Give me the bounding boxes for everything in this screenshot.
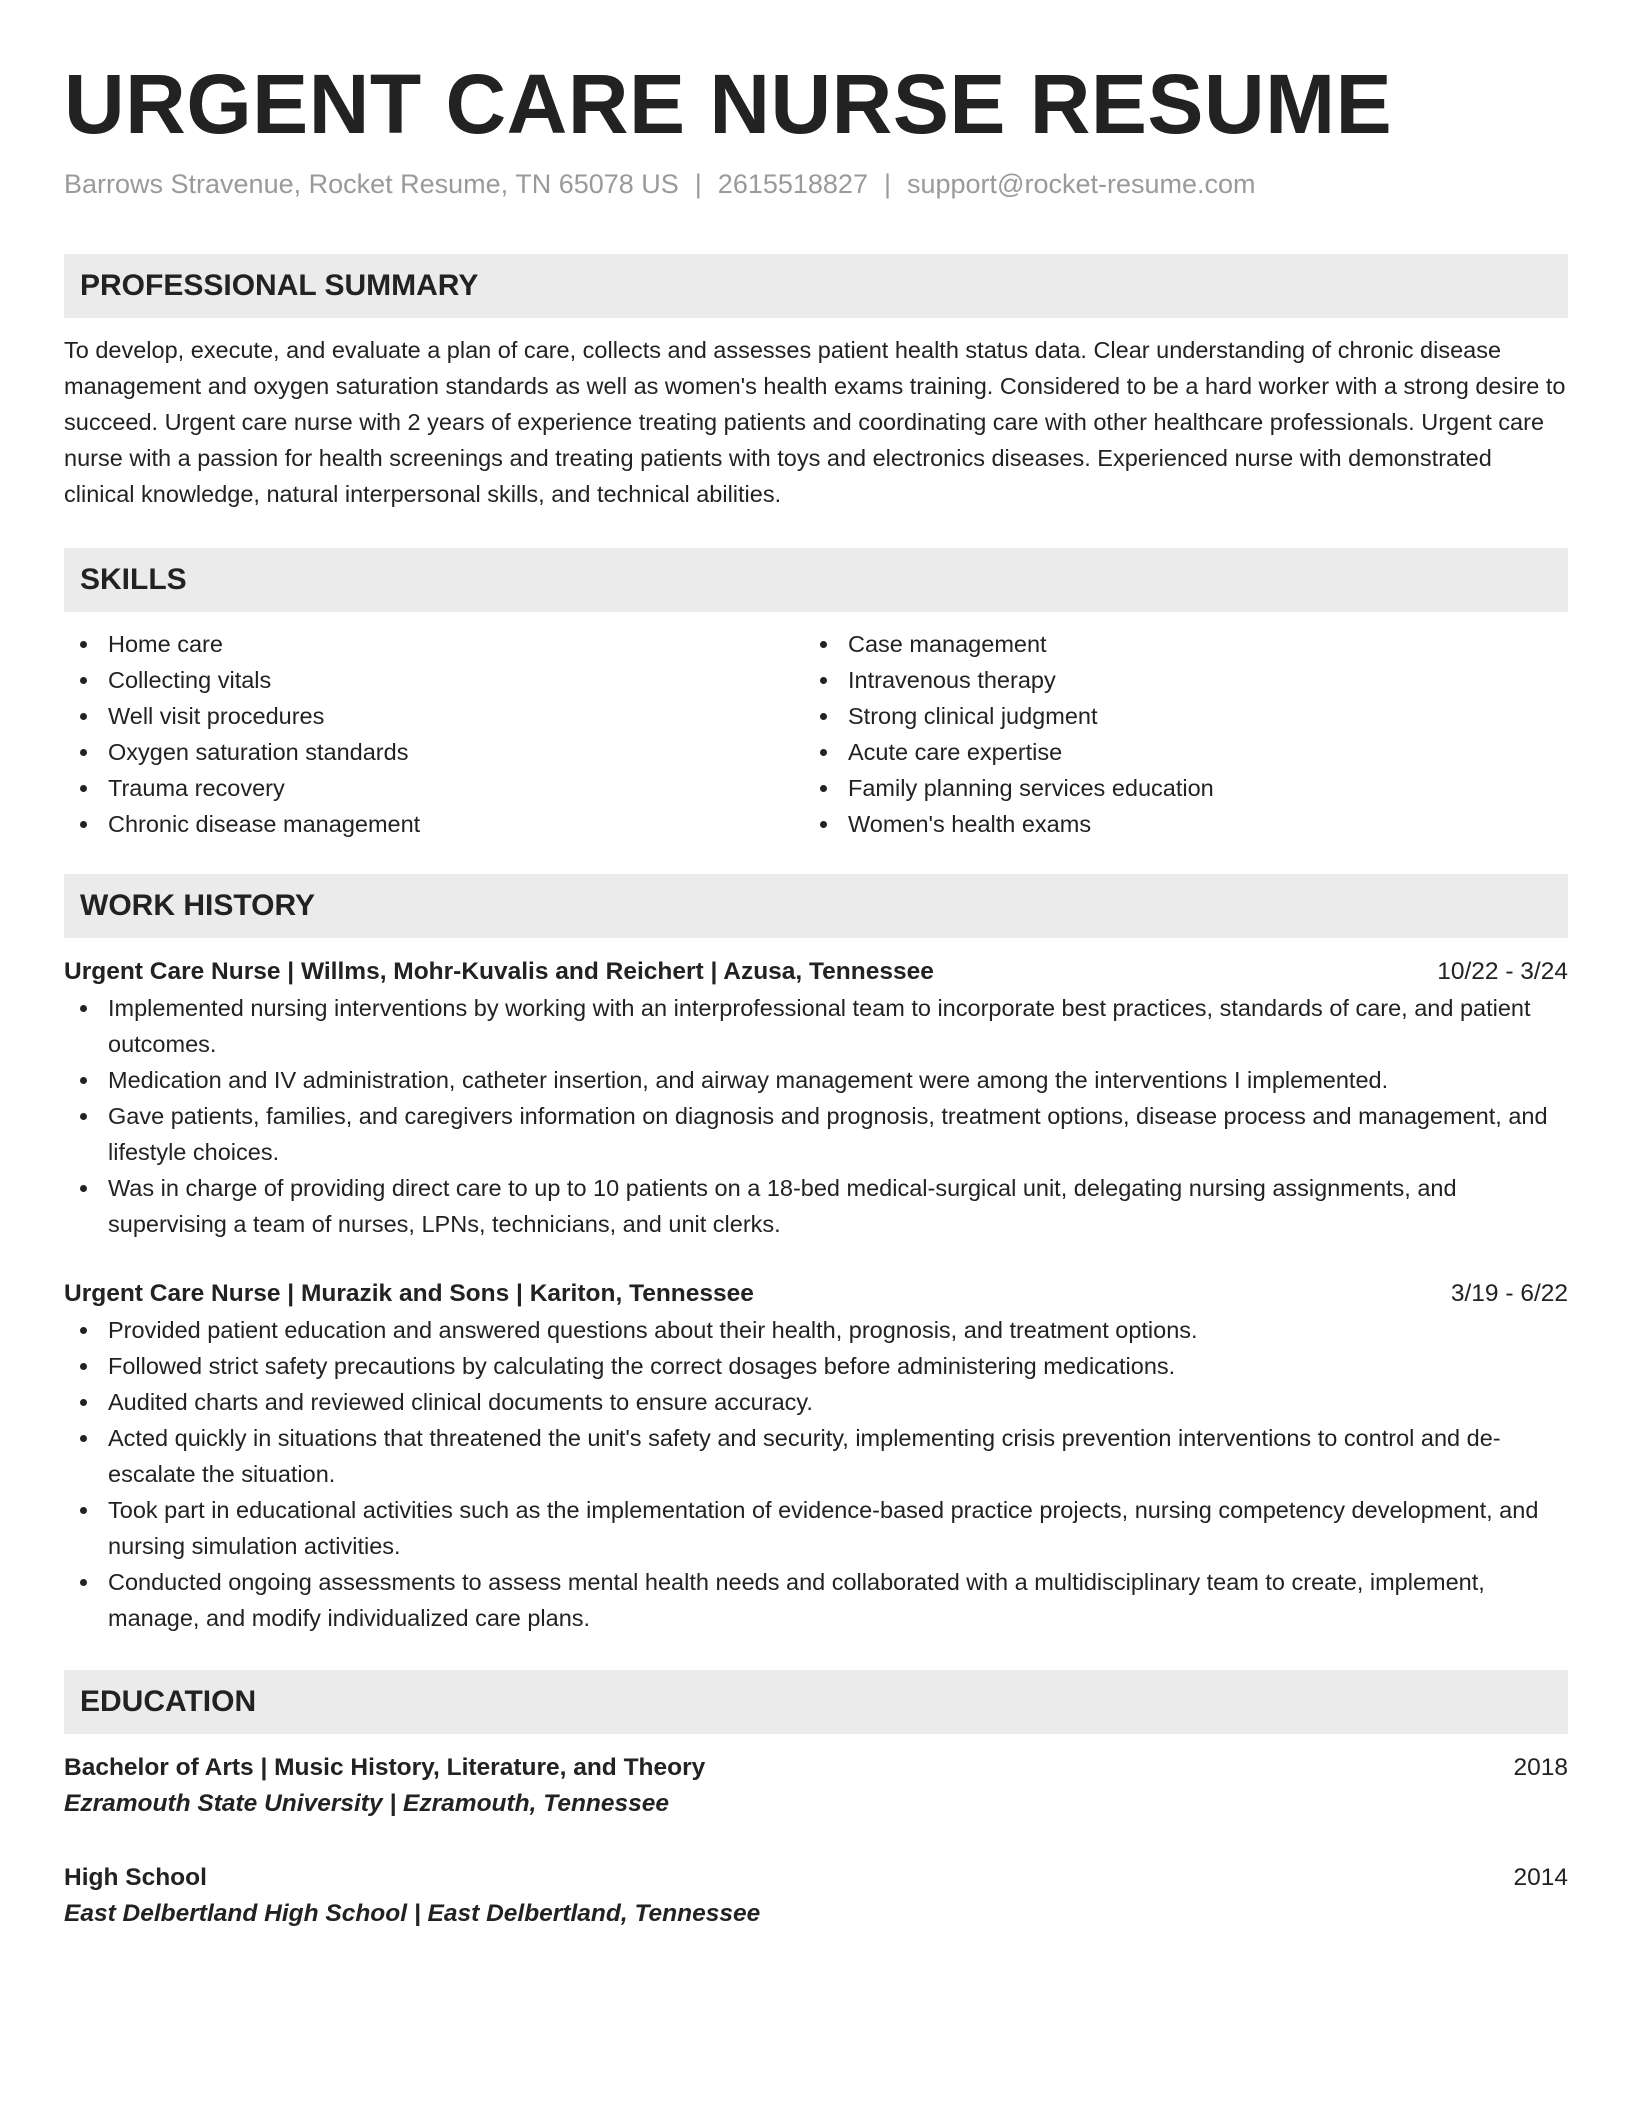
skill-item: Trauma recovery xyxy=(64,770,804,806)
skill-item: Intravenous therapy xyxy=(804,662,1544,698)
job-dates: 10/22 - 3/24 xyxy=(1437,958,1568,985)
job-dates: 3/19 - 6/22 xyxy=(1450,1280,1568,1307)
education-degree: Bachelor of Arts | Music History, Literature, and Theory xyxy=(64,1754,706,1781)
job-title: Urgent Care Nurse | Willms, Mohr-Kuvalis and Reichert | Azusa, Tennessee xyxy=(64,958,934,985)
skills-column-left xyxy=(64,626,804,842)
skill-item: Home care xyxy=(64,626,804,662)
skill-item: Family planning services education xyxy=(804,770,1544,806)
education-school: Ezramouth State University | Ezramouth, Tennessee xyxy=(64,1790,669,1817)
education-school: East Delbertland High School | East Delbertland, Tennessee xyxy=(64,1900,761,1927)
job-bullet: Audited charts and reviewed clinical documents to ensure accuracy. xyxy=(64,1384,1568,1420)
education-year: 2018 xyxy=(1513,1754,1568,1781)
skill-item: Well visit procedures xyxy=(64,698,804,734)
job-bullets xyxy=(64,1312,1568,1636)
job-bullet: Provided patient education and answered questions about their health, prognosis, and treatment options. xyxy=(64,1312,1568,1348)
section-heading-skills: SKILLS xyxy=(64,548,1568,612)
job-title: Urgent Care Nurse | Murazik and Sons | Kariton, Tennessee xyxy=(64,1280,754,1307)
section-heading-education: EDUCATION xyxy=(64,1670,1568,1734)
job-bullet: Conducted ongoing assessments to assess mental health needs and collaborated with a multidisciplinary team to create, implement, manage, and modify individualized care plans. xyxy=(64,1564,1568,1636)
skill-item: Chronic disease management xyxy=(64,806,804,842)
job-bullet: Took part in educational activities such as the implementation of evidence-based practice projects, nursing competency development, and nursing simulation activities. xyxy=(64,1492,1568,1564)
summary-text: To develop, execute, and evaluate a plan of care, collects and assesses patient health status data. Clear understanding of chronic disease management and oxygen saturation standards as well as women's health exams training. Considered to be a hard worker with a strong desire to succeed. Urgent care nurse with 2 years of experience treating patients and coordinating care with other healthcare professionals. Urgent care nurse with a passion for health screenings and treating patients with toys and electronics diseases. Experienced nurse with demonstrated clinical knowledge, natural interpersonal skills, and technical abilities. xyxy=(64,337,1566,507)
job-header xyxy=(64,1276,1568,1312)
job-header xyxy=(64,954,1568,990)
contact-separator: | xyxy=(694,169,702,199)
skill-item: Oxygen saturation standards xyxy=(64,734,804,770)
job-bullet: Gave patients, families, and caregivers information on diagnosis and prognosis, treatment options, disease process and management, and lifestyle choices. xyxy=(64,1098,1568,1170)
skill-item: Women's health exams xyxy=(804,806,1544,842)
skill-item: Case management xyxy=(804,626,1544,662)
contact-email: support@rocket-resume.com xyxy=(906,169,1256,199)
contact-separator: | xyxy=(883,169,891,199)
education-header xyxy=(64,1860,1568,1896)
skill-item: Acute care expertise xyxy=(804,734,1544,770)
skills-list-left xyxy=(64,626,804,842)
education-degree: High School xyxy=(64,1864,207,1891)
job-bullet: Medication and IV administration, catheter insertion, and airway management were among the interventions I implemented. xyxy=(64,1062,1568,1098)
section-heading-summary: PROFESSIONAL SUMMARY xyxy=(64,254,1568,318)
education-header xyxy=(64,1750,1568,1786)
contact-line xyxy=(64,166,1568,202)
job-bullet: Acted quickly in situations that threatened the unit's safety and security, implementing crisis prevention interventions to control and de-escalate the situation. xyxy=(64,1420,1568,1492)
resume-title: URGENT CARE NURSE RESUME xyxy=(64,57,1393,151)
contact-phone: 2615518827 xyxy=(717,169,868,199)
skills-column-right xyxy=(804,626,1544,842)
education-year: 2014 xyxy=(1513,1864,1568,1891)
skills-list-right xyxy=(804,626,1544,842)
contact-address: Barrows Stravenue, Rocket Resume, TN 65078 US xyxy=(64,169,679,199)
job-bullet: Followed strict safety precautions by calculating the correct dosages before administering medications. xyxy=(64,1348,1568,1384)
job-bullet: Implemented nursing interventions by working with an interprofessional team to incorporate best practices, standards of care, and patient outcomes. xyxy=(64,990,1568,1062)
section-heading-work-history: WORK HISTORY xyxy=(64,874,1568,938)
job-bullet: Was in charge of providing direct care to up to 10 patients on a 18-bed medical-surgical unit, delegating nursing assignments, and supervising a team of nurses, LPNs, technicians, and unit clerks. xyxy=(64,1170,1568,1242)
skill-item: Collecting vitals xyxy=(64,662,804,698)
skills-grid xyxy=(64,626,1568,842)
skill-item: Strong clinical judgment xyxy=(804,698,1544,734)
job-bullets xyxy=(64,990,1568,1242)
